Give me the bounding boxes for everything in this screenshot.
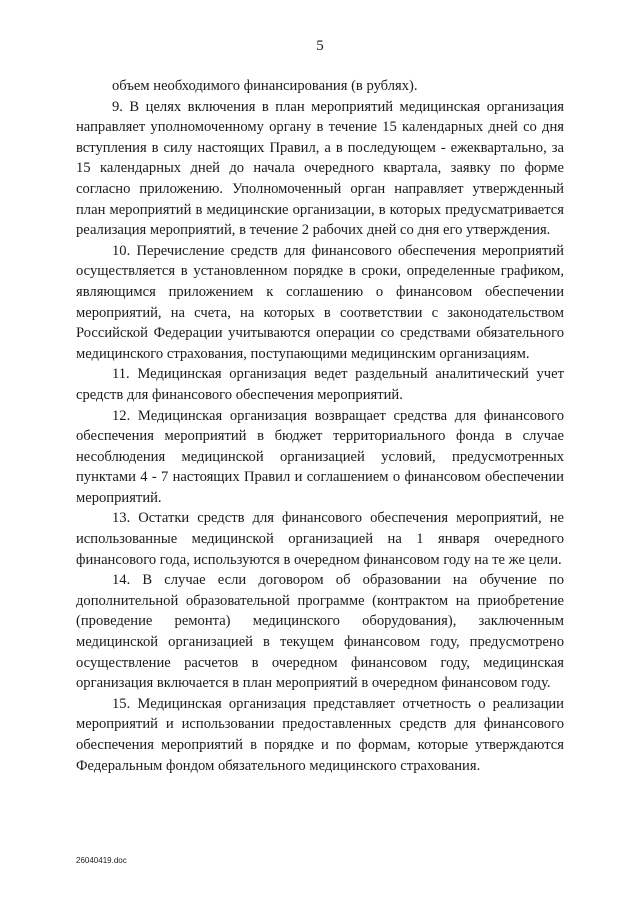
paragraph-12: 12. Медицинская организация возвращает средства для финансового обеспечения мероприятий в бюджет территориального фонда в случае несоблюдения медицинской организацией условий, предусмотренных пунктами 4 - 7 настоящих Правил и соглашением о финансовом обеспечении мероприятий. xyxy=(76,407,564,506)
file-name-footer: 26040419.doc xyxy=(76,856,127,865)
paragraph-10: 10. Перечисление средств для финансового обеспечения мероприятий осуществляется в установленном порядке в сроки, определенные графиком, являющимся приложением к соглашению о финансовом обеспечении мероприятий, на счета, на которых в соответствии с законодательством Российской Федерации учитываются операции со средствами обязательного медицинского страхования, поступающими медицинским организациям. xyxy=(76,242,564,362)
paragraph-15: 15. Медицинская организация представляет отчетность о реализации мероприятий и использовании предоставленных средств для финансового обеспечения мероприятий в порядке и по формам, которые утверждаются Федеральным фондом обязательного медицинского страхования. xyxy=(76,695,564,774)
paragraph-11: 11. Медицинская организация ведет раздельный аналитический учет средств для финансового обеспечения мероприятий. xyxy=(76,366,564,403)
page-number: 5 xyxy=(316,38,324,54)
document-body xyxy=(76,76,564,776)
paragraph-14: 14. В случае если договором об образовании на обучение по дополнительной образовательной программе (контрактом на приобретение (проведение ремонта) медицинского оборудования), заключенным медицинской организацией в текущем финансовом году, предусмотрено осуществление расчетов в очередном финансовом году, медицинская организация включается в план мероприятий в очередном финансовом году. xyxy=(76,572,564,692)
paragraph-continuation: объем необходимого финансирования (в рублях). xyxy=(112,78,418,94)
paragraph-9: 9. В целях включения в план мероприятий медицинская организация направляет уполномоченному органу в течение 15 календарных дней со дня вступления в силу настоящих Правил, а в последующем - ежеквартально, за 15 календарных дней до начала очередного квартала, заявку по форме согласно приложению. Уполномоченный орган направляет утвержденный план мероприятий в медицинские организации, в которых предусматривается реализация мероприятий, в течение 2 рабочих дней со дня его утверждения. xyxy=(76,98,564,239)
paragraph-13: 13. Остатки средств для финансового обеспечения мероприятий, не использованные медицинской организацией на 1 января очередного финансового года, используются в очередном финансовом году на те же цели. xyxy=(76,510,564,568)
